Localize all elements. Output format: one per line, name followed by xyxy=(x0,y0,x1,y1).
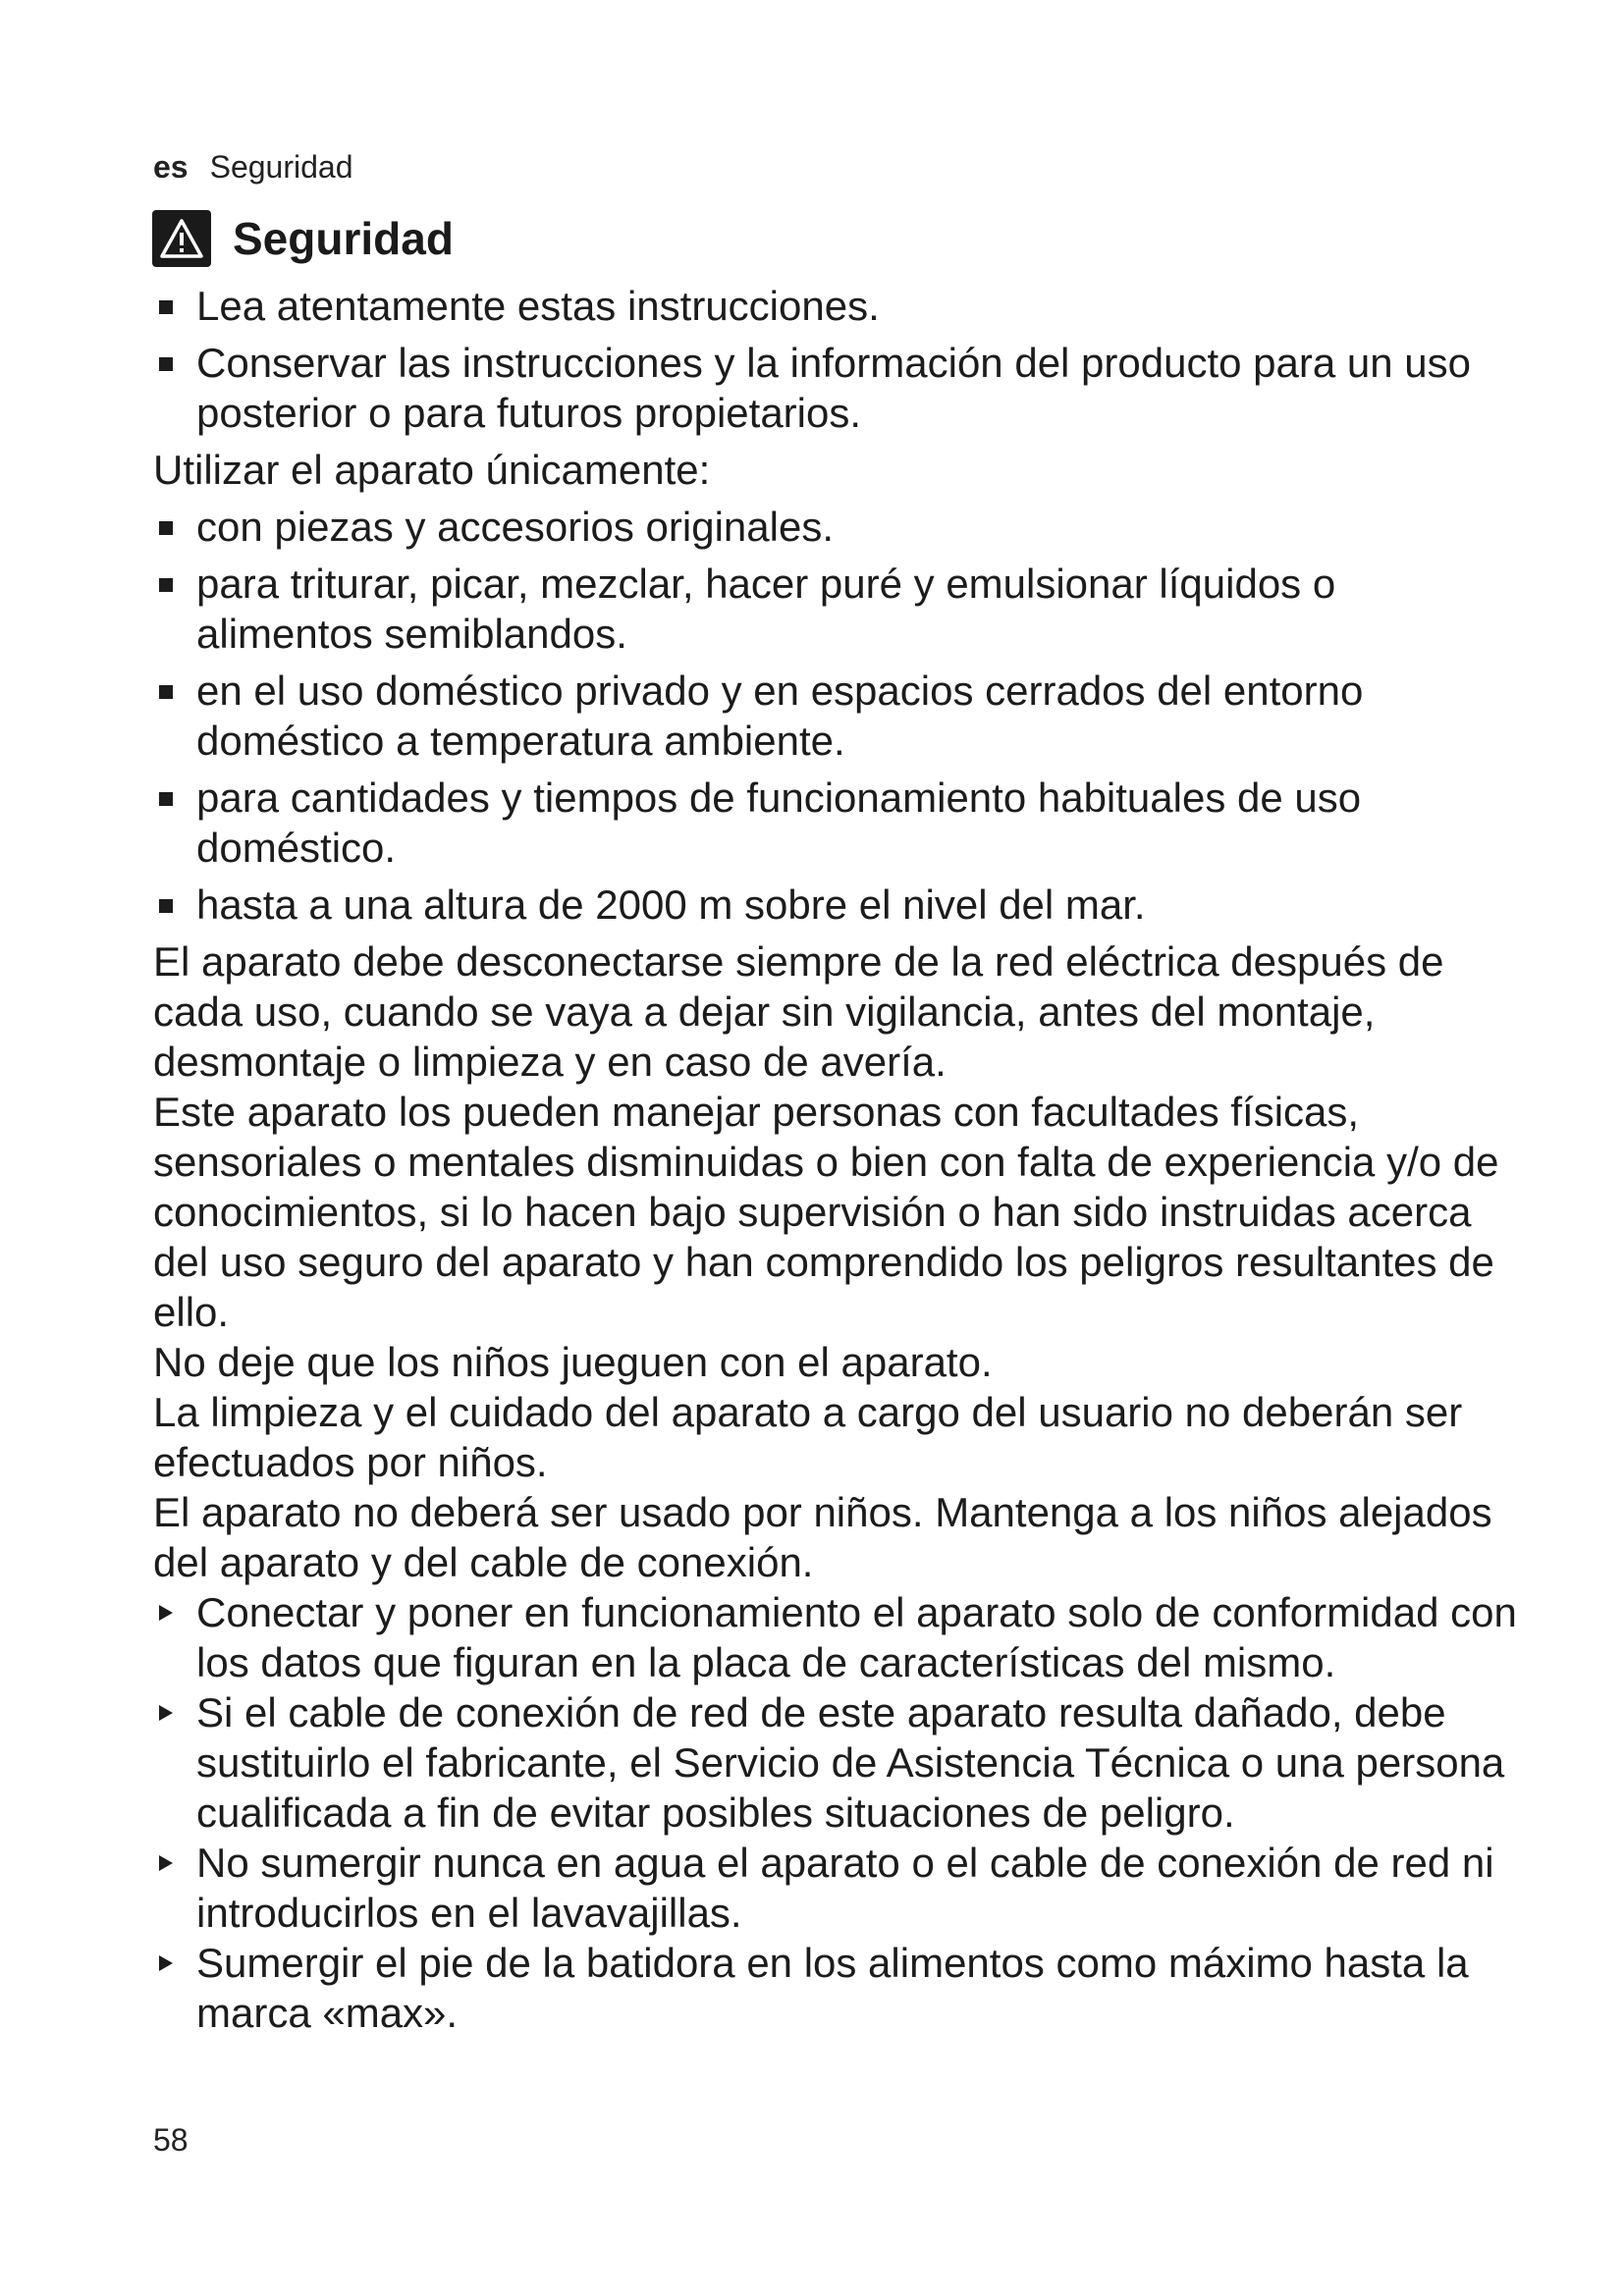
intro-bullet: Conservar las instrucciones y la información del producto para un uso posterior o para futuros propietarios. xyxy=(153,338,1518,438)
action-item: Sumergir el pie de la batidora en los alimentos como máximo hasta la marca «max». xyxy=(153,1938,1518,2038)
intro-bullet: Lea atentamente estas instrucciones. xyxy=(153,281,1518,331)
paragraph: La limpieza y el cuidado del aparato a cargo del usuario no deberán ser efectuados por niños. xyxy=(153,1389,1463,1485)
use-heading: Utilizar el aparato únicamente: xyxy=(153,447,711,493)
action-item: Si el cable de conexión de red de este aparato resulta dañado, debe sustituirlo el fabricante, el Servicio de Asistencia Técnica o una persona cualificada a fin de evitar posibles situaciones de peligro. xyxy=(153,1687,1518,1838)
paragraph: No deje que los niños jueguen con el aparato. xyxy=(153,1339,993,1385)
use-item: para cantidades y tiempos de funcionamiento habituales de uso doméstico. xyxy=(153,773,1518,873)
use-item: con piezas y accesorios originales. xyxy=(153,502,1518,552)
section-title-row xyxy=(152,210,454,267)
action-item: No sumergir nunca en agua el aparato o el cable de conexión de red ni introducirlos en el lavavajillas. xyxy=(153,1838,1518,1938)
section-title: Seguridad xyxy=(233,213,454,264)
warning-triangle-icon xyxy=(152,210,211,267)
page-header xyxy=(153,147,352,187)
section-name: Seguridad xyxy=(209,149,353,185)
action-item: Conectar y poner en funcionamiento el aparato solo de conformidad con los datos que figuran en la placa de características del mismo. xyxy=(153,1587,1518,1687)
language-code: es xyxy=(153,149,189,185)
paragraph: Este aparato los pueden manejar personas con facultades físicas, sensoriales o mentales disminuidas o bien con falta de experiencia y/o de conocimientos, si lo hacen bajo supervisión o han sido instruidas acerca del uso seguro del aparato y han comprendido los peligros resultantes de ello. xyxy=(153,1089,1499,1335)
paragraph: El aparato no deberá ser usado por niños. Mantenga a los niños alejados del aparato y del cable de conexión. xyxy=(153,1489,1492,1585)
page-number: 58 xyxy=(153,2122,189,2158)
use-item: en el uso doméstico privado y en espacios cerrados del entorno doméstico a temperatura ambiente. xyxy=(153,666,1518,766)
paragraph: El aparato debe desconectarse siempre de la red eléctrica después de cada uso, cuando se vaya a dejar sin vigilancia, antes del montaje, desmontaje o limpieza y en caso de avería. xyxy=(153,938,1444,1085)
use-item: hasta a una altura de 2000 m sobre el nivel del mar. xyxy=(153,880,1518,930)
safety-content xyxy=(153,281,1518,2038)
use-item: para triturar, picar, mezclar, hacer puré y emulsionar líquidos o alimentos semiblandos. xyxy=(153,559,1518,659)
